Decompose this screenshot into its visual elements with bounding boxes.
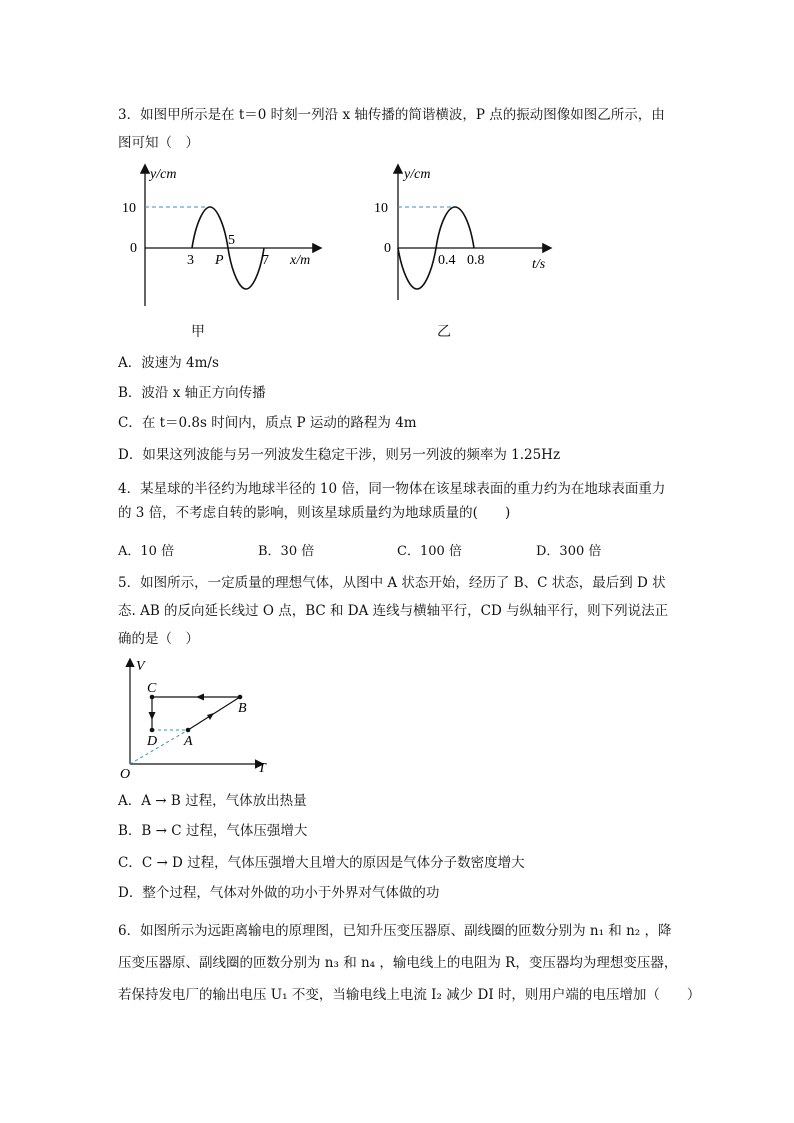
q3-option-b: B．波沿 x 轴正方向传播 [118,385,266,401]
q5-option-b: B．B → C 过程，气体压强增大 [118,823,308,839]
vt-cd-arrow [149,712,156,720]
q3-option-a: A．波速为 4m/s [118,355,219,371]
figure-yi-caption: 乙 [437,324,451,340]
vt-label-t: T [258,761,266,776]
q5-vt-diagram [116,656,276,782]
jia-ylabel: y/cm [150,167,177,182]
yi-tick-0.4: 0.4 [438,253,456,268]
jia-tick-7: 7 [262,253,269,268]
q5-option-d: D．整个过程，气体对外做的功小于外界对气体做的功 [118,885,440,901]
q4-stem-line2: 的 3 倍，不考虑自转的影响，则该星球质量约为地球质量的( ) [118,505,511,521]
q6-stem-line1: 6．如图所示为远距离输电的原理图，已知升压变压器原、副线圈的匝数分别为 n₁ 和 n₂ ，降 [118,923,672,939]
vt-ab-line [188,697,240,730]
vt-label-a: A [184,734,193,749]
q4-option-c: C．100 倍 [397,544,462,559]
q3-stem-line1: 3．如图甲所示是在 t＝0 时刻一列沿 x 轴传播的简谐横波，P 点的振动图像如图乙所示，由 [118,107,665,123]
vt-label-v: V [136,659,145,674]
q6-stem-line2: 压变压器原、副线圈的匝数分别为 n₃ 和 n₄ ，输电线上的电阻为 R，变压器均为理想变压器， [118,955,678,971]
vt-label-b: B [238,701,247,716]
q4-option-a: A．10 倍 [118,544,175,559]
yi-tick-0.8: 0.8 [467,253,485,268]
yi-ylabel: y/cm [404,167,431,182]
q5-option-a: A．A → B 过程，气体放出热量 [118,793,307,809]
vt-extension-dashed [130,730,188,764]
jia-xlabel: x/m [290,253,311,268]
q5-stem-line2: 态. AB 的反向延长线过 O 点，BC 和 DA 连线与横轴平行，CD 与纵轴平行，则下列说法正 [118,603,669,619]
vt-ab-arrow [207,713,214,720]
figure-yi-vibration-graph [372,160,562,320]
vt-point-a [186,728,191,733]
q5-stem-line3: 确的是（ ） [118,631,199,647]
yi-origin: 0 [384,241,391,256]
q4-stem-line1: 4．某星球的半径约为地球半径的 10 倍，同一物体在该星球表面的重力约为在地球表面重力 [118,481,666,497]
figure-jia-wave-graph [120,160,340,320]
q4-option-d: D．300 倍 [536,544,602,559]
yi-y-top: 10 [374,201,388,216]
vt-point-b [238,695,243,700]
jia-y-top: 10 [122,201,136,216]
q5-option-c: C．C → D 过程，气体压强增大且增大的原因是气体分子数密度增大 [118,855,525,871]
vt-label-o: O [120,767,131,782]
q3-option-c: C．在 t＝0.8s 时间内，质点 P 运动的路程为 4m [118,415,417,431]
jia-point-p: P [215,253,224,268]
jia-origin: 0 [130,241,137,256]
vt-bc-arrow [196,694,204,701]
jia-tick-3: 3 [187,253,194,268]
jia-tick-5: 5 [228,233,235,248]
vt-label-c: C [147,681,157,696]
q5-stem-line1: 5．如图所示，一定质量的理想气体，从图中 A 状态开始，经历了 B、C 状态，最后到 D 状 [118,575,666,591]
vt-label-d: D [147,734,158,749]
figure-jia-caption: 甲 [191,324,205,340]
q3-stem-line2: 图可知（ ） [118,135,199,151]
q4-option-b: B．30 倍 [258,544,315,559]
q6-stem-line3: 若保持发电厂的输出电压 U₁ 不变，当输电线上电流 I₂ 减少 DI 时，则用户端的电压增加（ ） [118,987,701,1003]
vt-point-d [150,728,155,733]
yi-xlabel: t/s [532,257,546,272]
q3-option-d: D．如果这列波能与另一列波发生稳定干涉，则另一列波的频率为 1.25Hz [118,447,561,463]
